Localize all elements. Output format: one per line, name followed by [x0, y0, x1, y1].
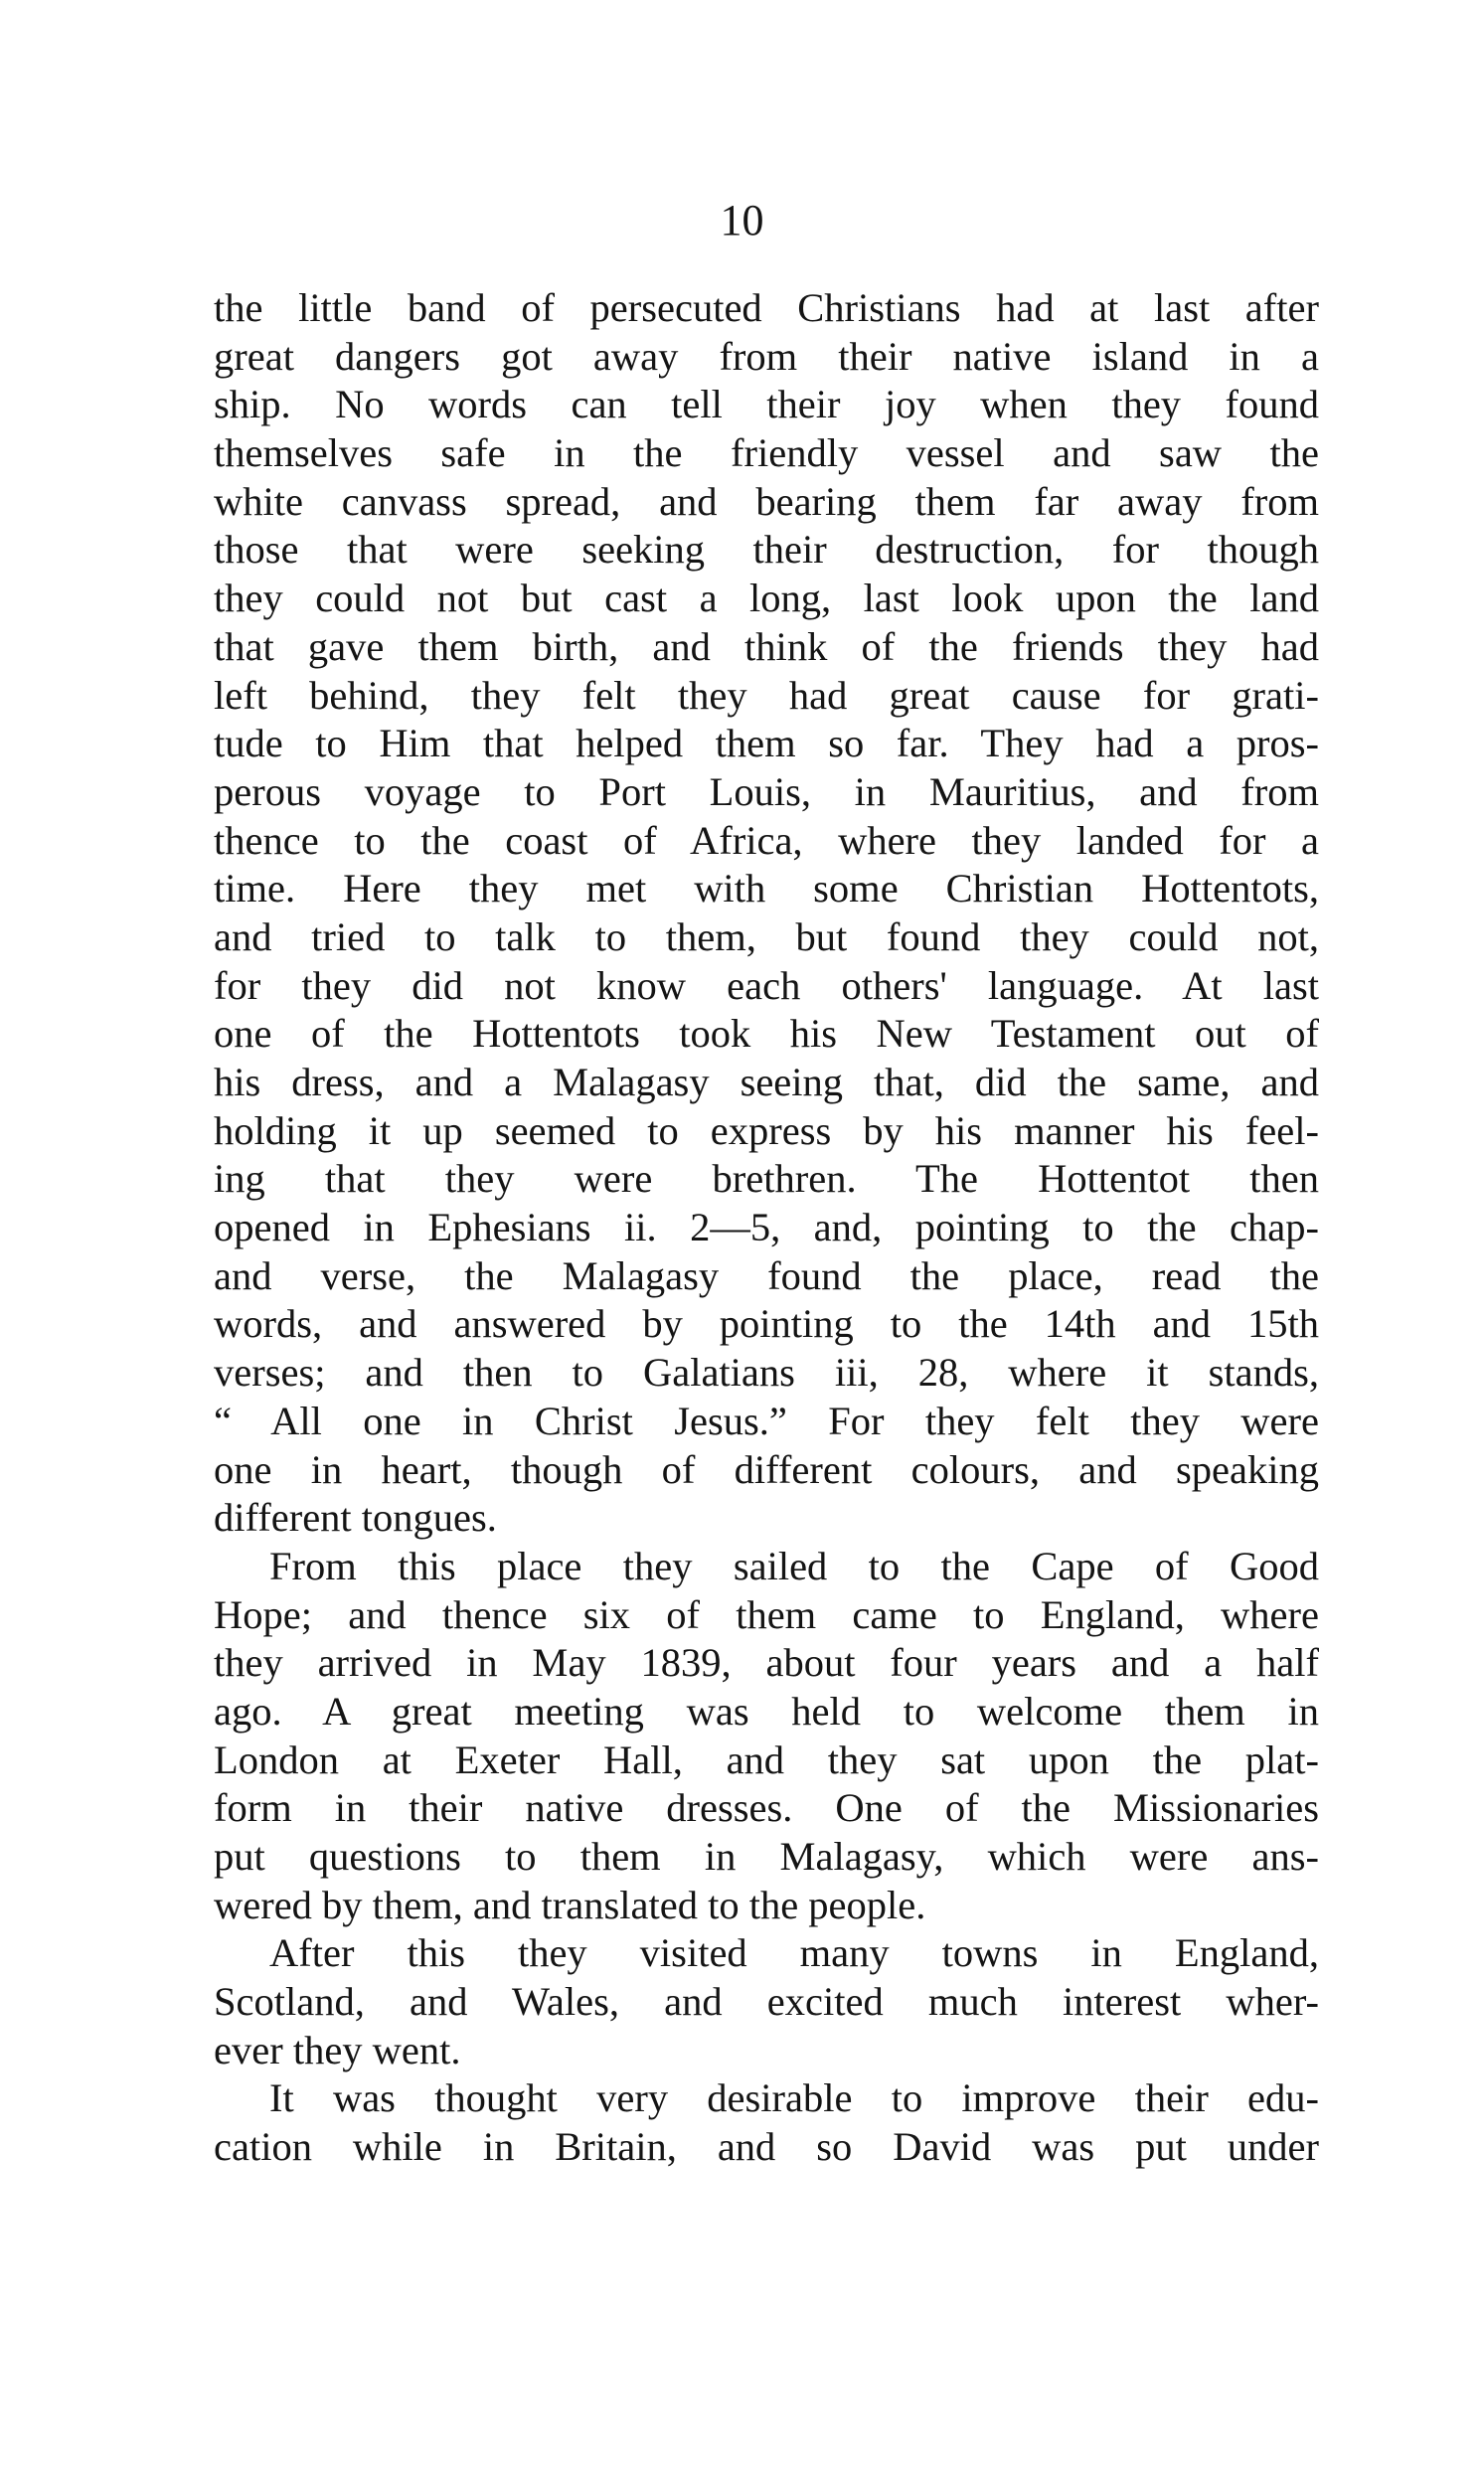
text-line: From this place they sailed to the Cape of Good	[269, 1543, 1319, 1588]
text-line: “ All one in Christ Jesus.” For they felt they were	[214, 1398, 1319, 1443]
text-line: perous voyage to Port Louis, in Mauritius, and from	[214, 768, 1319, 814]
text-line: It was thought very desirable to improve their edu-	[269, 2075, 1319, 2121]
text-line: put questions to them in Malagasy, which were ans-	[214, 1834, 1319, 1879]
text-line: one of the Hottentots took his New Testament out of	[214, 1011, 1319, 1057]
text-line: opened in Ephesians ii. 2—5, and, pointing to the chap-	[214, 1205, 1319, 1250]
text-line: those that were seeking their destruction, for though	[214, 527, 1319, 573]
text-line: holding it up seemed to express by his manner his feel-	[214, 1107, 1319, 1153]
text-line: white canvass spread, and bearing them far away from	[214, 478, 1319, 524]
paragraph-cape-of-good-hope	[214, 1543, 1319, 1930]
paragraph-visited-towns	[214, 1929, 1319, 2074]
text-line: Hope; and thence six of them came to England, where	[214, 1591, 1319, 1637]
text-line: one in heart, though of different colours, and speaking	[214, 1446, 1319, 1492]
text-line: they could not but cast a long, last look upon the land	[214, 576, 1319, 621]
text-line: form in their native dresses. One of the Missionaries	[214, 1785, 1319, 1831]
page-number: 10	[720, 196, 764, 245]
text-line: for they did not know each others' language. At last	[214, 962, 1319, 1008]
text-line: cation while in Britain, and so David was put under	[214, 2124, 1319, 2170]
text-line: time. Here they met with some Christian Hottentots,	[214, 866, 1319, 911]
text-line: themselves safe in the friendly vessel and saw the	[214, 430, 1319, 476]
text-line: ship. No words can tell their joy when they found	[214, 382, 1319, 427]
text-line: ago. A great meeting was held to welcome them in	[214, 1688, 1319, 1734]
text-line: words, and answered by pointing to the 14th and 15th	[214, 1301, 1319, 1347]
text-line: that gave them birth, and think of the friends they had	[214, 623, 1319, 669]
paragraph-continuation	[214, 284, 1319, 1543]
text-line: the little band of persecuted Christians had at last after	[214, 285, 1319, 330]
text-line: tude to Him that helped them so far. They had a pros-	[214, 721, 1319, 766]
text-line: great dangers got away from their native island in a	[214, 333, 1319, 379]
text-line: left behind, they felt they had great cause for grati-	[214, 672, 1319, 718]
text-line: Scotland, and Wales, and excited much interest wher-	[214, 1979, 1319, 2025]
text-line: ing that they were brethren. The Hottentot then	[214, 1156, 1319, 1202]
text-line: ever they went.	[214, 2027, 461, 2072]
text-line: they arrived in May 1839, about four years and a half	[214, 1640, 1319, 1686]
text-line: verses; and then to Galatians iii, 28, where it stands,	[214, 1350, 1319, 1396]
body-text	[214, 284, 1319, 2172]
text-line: London at Exeter Hall, and they sat upon the plat-	[214, 1737, 1319, 1782]
paragraph-education	[214, 2074, 1319, 2171]
text-line: wered by them, and translated to the people.	[214, 1882, 926, 1927]
text-line: his dress, and a Malagasy seeing that, did the same, and	[214, 1060, 1319, 1104]
text-line: thence to the coast of Africa, where they landed for a	[214, 817, 1319, 863]
text-line: After this they visited many towns in England,	[269, 1930, 1319, 1976]
text-line: and verse, the Malagasy found the place, read the	[214, 1252, 1319, 1298]
text-line: different tongues.	[214, 1495, 497, 1541]
text-line: and tried to talk to them, but found they could not,	[214, 913, 1319, 959]
